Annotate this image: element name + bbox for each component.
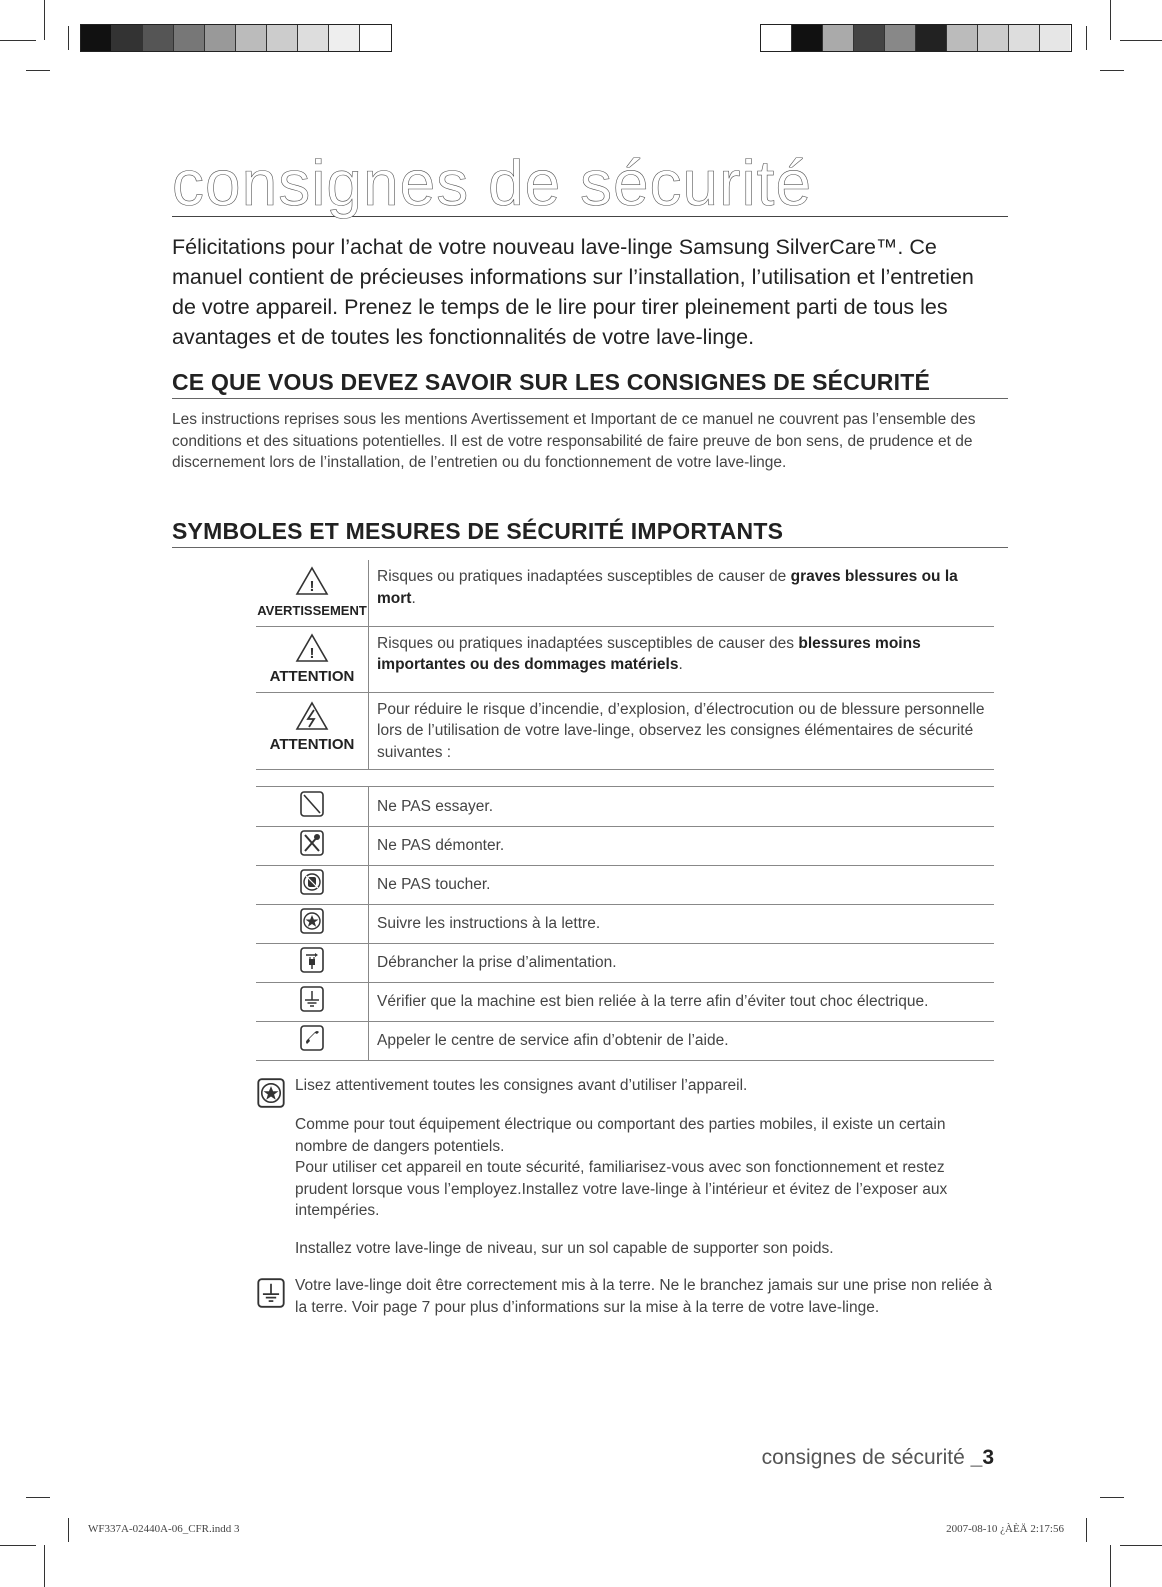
crop-mark xyxy=(0,40,36,41)
svg-text:!: ! xyxy=(309,644,315,662)
symbol-text: Débrancher la prise d’alimentation. xyxy=(369,943,995,982)
section-safety-text: Les instructions reprises sous les mentions Avertissement et Important de ce manuel ne couvrent pas l’ensemble des conditions et des situations potentielles. Il est de votre responsabilité de faire preuve de bon sens, de prudence et de discernement lors de l’installation, de l’entretien ou du fonctionnement de votre lave-linge. xyxy=(172,411,976,471)
unplug-icon xyxy=(300,960,324,977)
symbol-cell xyxy=(256,787,369,826)
note-read-all: Lisez attentivement toutes les consignes avant d’utiliser l’appareil. xyxy=(295,1077,748,1094)
table-row xyxy=(256,1021,994,1060)
note-paragraph: Comme pour tout équipement électrique ou comportant des parties mobiles, il existe un certain nombre de dangers potentiels. xyxy=(295,1116,946,1155)
symbol-text: Ne PAS démonter. xyxy=(369,826,995,865)
symbol-text: Appeler le centre de service afin d’obtenir de l’aide. xyxy=(369,1021,995,1060)
signal-description: Pour réduire le risque d’incendie, d’explosion, d’électrocution ou de blessure personnelle lors de l’utilisation de votre lave-linge, observez les consignes élémentaires de sécurité suivantes : xyxy=(369,692,995,770)
signal-label: ATTENTION xyxy=(269,667,355,685)
table-row xyxy=(256,982,994,1021)
signal-cell xyxy=(256,560,369,626)
crop-mark xyxy=(1100,1497,1124,1498)
symbol-cell xyxy=(256,904,369,943)
crop-mark xyxy=(26,70,50,71)
table-row xyxy=(256,692,994,770)
crop-mark xyxy=(44,1545,45,1587)
table-row xyxy=(256,787,994,826)
symbol-text: Suivre les instructions à la lettre. xyxy=(369,904,995,943)
signal-cell xyxy=(256,626,369,692)
signal-label: AVERTISSEMENT xyxy=(257,603,367,618)
symbol-cell xyxy=(256,865,369,904)
svg-text:!: ! xyxy=(309,578,315,595)
registration-bar-right xyxy=(760,24,1072,52)
signal-cell xyxy=(256,692,369,770)
note-paragraph: Pour utiliser cet appareil en toute sécurité, familiarisez-vous avec son fonctionnement et restez prudent lorsque vous l’employez.Installez votre lave-linge à l’intérieur et évitez de l’exposer aux intempéries. xyxy=(295,1159,948,1219)
slug-filename: WF337A-02440A-06_CFR.indd 3 xyxy=(88,1523,240,1535)
crop-mark xyxy=(1120,40,1162,41)
crop-mark xyxy=(44,0,45,40)
crop-mark xyxy=(26,1497,50,1498)
call-service-icon xyxy=(300,1038,324,1055)
signal-description: Risques ou pratiques inadaptées susceptibles de causer des blessures moins importantes ou des dommages matériels. xyxy=(369,626,995,692)
intro-paragraph: Félicitations pour l’achat de votre nouveau lave-linge Samsung SilverCare™. Ce manuel contient de précieuses informations sur l’installation, l’utilisation et l’entretien de votre appareil. Prenez le temps de le lire pour tirer pleinement parti de tous les avantages et de toutes les fonctionnalités de votre lave-linge. xyxy=(172,235,974,349)
follow-instructions-icon xyxy=(257,1078,285,1113)
crop-mark xyxy=(1120,1545,1162,1546)
registration-bar-left xyxy=(80,24,392,52)
crop-mark xyxy=(1086,1518,1087,1542)
note-paragraph: Installez votre lave-linge de niveau, sur un sol capable de supporter son poids. xyxy=(295,1240,834,1257)
signal-description: Risques ou pratiques inadaptées susceptibles de causer de graves blessures ou la mort. xyxy=(369,560,995,626)
section-heading-symbols: SYMBOLES ET MESURES DE SÉCURITÉ IMPORTANTS xyxy=(172,517,1008,548)
table-row xyxy=(256,865,994,904)
prohibited-icon xyxy=(300,804,324,821)
symbol-cell xyxy=(256,982,369,1021)
table-row xyxy=(256,943,994,982)
ground-icon xyxy=(257,1278,285,1313)
footer-page-label: consignes de sécurité _3 xyxy=(761,1446,994,1469)
signal-label: ATTENTION xyxy=(269,735,355,753)
crop-mark xyxy=(1100,70,1124,71)
symbol-text: Vérifier que la machine est bien reliée à la terre afin d’éviter tout choc électrique. xyxy=(369,982,995,1021)
note-ground: Votre lave-linge doit être correctement mis à la terre. Ne le branchez jamais sur une prise non reliée à la terre. Voir page 7 pour plus d’informations sur la mise à la terre de votre lave-linge. xyxy=(295,1277,992,1316)
symbol-cell xyxy=(256,1021,369,1060)
ground-icon xyxy=(300,999,324,1016)
section-heading-safety: CE QUE VOUS DEVEZ SAVOIR SUR LES CONSIGNES DE SÉCURITÉ xyxy=(172,368,1008,399)
table-row xyxy=(256,560,994,626)
warning-triangle-icon xyxy=(295,578,329,600)
table-row xyxy=(256,826,994,865)
table-row xyxy=(256,904,994,943)
crop-mark xyxy=(1086,26,1087,50)
symbol-text: Ne PAS essayer. xyxy=(369,787,995,826)
page-title: consignes de sécurité xyxy=(172,150,1008,217)
crop-mark xyxy=(1110,1545,1111,1587)
crop-mark xyxy=(68,1518,69,1542)
symbol-cell xyxy=(256,943,369,982)
symbol-cell xyxy=(256,826,369,865)
electric-hazard-icon xyxy=(295,718,329,735)
crop-mark xyxy=(0,1545,36,1546)
follow-instructions-icon xyxy=(300,921,324,938)
crop-mark xyxy=(68,26,69,50)
table-row xyxy=(256,626,994,692)
signal-words-table xyxy=(256,560,994,770)
warning-triangle-icon xyxy=(295,644,329,667)
symbol-text: Ne PAS toucher. xyxy=(369,865,995,904)
symbols-table xyxy=(256,787,994,1061)
no-touch-icon xyxy=(300,882,324,899)
slug-timestamp: 2007-08-10 ¿ÀÈÄ 2:17:56 xyxy=(946,1523,1064,1535)
crop-mark xyxy=(1110,0,1111,40)
no-disassemble-icon xyxy=(300,843,324,860)
